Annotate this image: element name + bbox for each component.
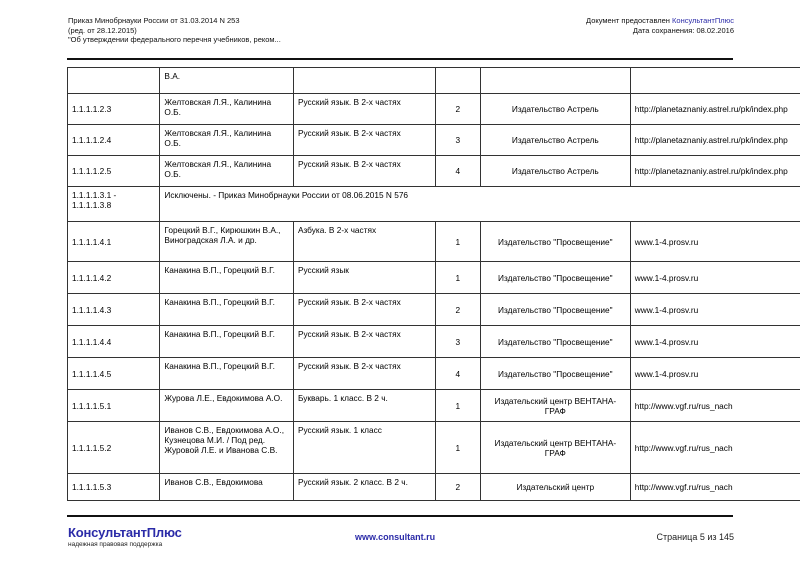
cell-grade: [435, 68, 480, 94]
saved-date: Дата сохранения: 08.02.2016: [632, 25, 734, 35]
cell-url[interactable]: www.1-4.prosv.ru: [630, 222, 800, 262]
cell-code: 1.1.1.1.5.2: [68, 422, 160, 474]
cell-publisher: Издательский центр ВЕНТАНА-ГРАФ: [480, 422, 630, 474]
cell-title: Русский язык. В 2-х частях: [293, 94, 435, 125]
cell-publisher: Издательство "Просвещение": [480, 358, 630, 390]
cell-code: 1.1.1.1.4.5: [68, 358, 160, 390]
cell-url[interactable]: www.1-4.prosv.ru: [630, 262, 800, 294]
provided-by-prefix: Документ предоставлен: [586, 16, 673, 25]
document-title-block: [68, 16, 281, 45]
cell-title: Русский язык. В 2-х частях: [293, 294, 435, 326]
cell-title: Русский язык: [293, 262, 435, 294]
cell-code: 1.1.1.1.2.5: [68, 156, 160, 187]
cell-authors: Желтовская Л.Я., Калинина О.Б.: [160, 156, 294, 187]
cell-authors: В.А.: [160, 68, 294, 94]
cell-authors: Иванов С.В., Евдокимова: [160, 474, 294, 501]
cell-code: 1.1.1.1.5.3: [68, 474, 160, 501]
provided-by-brand-link[interactable]: КонсультантПлюс: [672, 16, 734, 25]
cell-publisher: [480, 68, 630, 94]
cell-authors: Канакина В.П., Горецкий В.Г.: [160, 358, 294, 390]
cell-publisher: Издательство "Просвещение": [480, 326, 630, 358]
cell-url[interactable]: www.1-4.prosv.ru: [630, 294, 800, 326]
table-row: [68, 326, 800, 358]
cell-title: Букварь. 1 класс. В 2 ч.: [293, 390, 435, 422]
cell-grade: 4: [435, 358, 480, 390]
cell-authors: Канакина В.П., Горецкий В.Г.: [160, 294, 294, 326]
cell-publisher: Издательство Астрель: [480, 156, 630, 187]
cell-grade: 2: [435, 294, 480, 326]
table-row: [68, 422, 800, 474]
cell-code: 1.1.1.1.5.1: [68, 390, 160, 422]
cell-authors: Иванов С.В., Евдокимова А.О., Кузнецова М.И. / Под ред. Журовой Л.Е. и Иванова С.В.: [160, 422, 294, 474]
cell-publisher: Издательство "Просвещение": [480, 222, 630, 262]
table-row: [68, 294, 800, 326]
footer-brand-logo[interactable]: КонсультантПлюс: [68, 525, 182, 540]
cell-publisher: Издательство "Просвещение": [480, 262, 630, 294]
table-row: [68, 358, 800, 390]
cell-grade: 1: [435, 422, 480, 474]
table-row: [68, 156, 800, 187]
cell-url[interactable]: http://www.vgf.ru/rus_nach: [630, 422, 800, 474]
footer-brand-block: [68, 525, 182, 548]
cell-grade: 3: [435, 125, 480, 156]
cell-url[interactable]: http://www.vgf.ru/rus_nach: [630, 390, 800, 422]
cell-title: Русский язык. В 2-х частях: [293, 358, 435, 390]
page-number: Страница 5 из 145: [656, 532, 734, 542]
cell-code: 1.1.1.1.4.1: [68, 222, 160, 262]
cell-title: Русский язык. В 2-х частях: [293, 326, 435, 358]
document-title-line-2: (ред. от 28.12.2015): [68, 25, 137, 35]
cell-title: Азбука. В 2-х частях: [293, 222, 435, 262]
table-row: [68, 187, 800, 222]
cell-grade: 3: [435, 326, 480, 358]
provided-by: [586, 16, 734, 26]
table-row: [68, 474, 800, 501]
cell-title: [293, 68, 435, 94]
cell-url[interactable]: http://planetaznaniy.astrel.ru/pk/index.php: [630, 94, 800, 125]
cell-publisher: Издательство "Просвещение": [480, 294, 630, 326]
cell-title: Русский язык. 2 класс. В 2 ч.: [293, 474, 435, 501]
cell-url[interactable]: www.1-4.prosv.ru: [630, 358, 800, 390]
cell-title: Русский язык. 1 класс: [293, 422, 435, 474]
table-row: [68, 125, 800, 156]
header-divider: [67, 58, 733, 60]
table-row: [68, 68, 800, 94]
footer-website-link[interactable]: www.consultant.ru: [355, 532, 436, 542]
cell-code: 1.1.1.1.2.3: [68, 94, 160, 125]
cell-url[interactable]: http://www.vgf.ru/rus_nach: [630, 474, 800, 501]
cell-code: 1.1.1.1.4.4: [68, 326, 160, 358]
cell-code: 1.1.1.1.4.3: [68, 294, 160, 326]
cell-grade: 1: [435, 262, 480, 294]
table-row: [68, 390, 800, 422]
cell-title: Русский язык. В 2-х частях: [293, 156, 435, 187]
cell-url[interactable]: [630, 68, 800, 94]
cell-excluded-note: Исключены. - Приказ Минобрнауки России от 08.06.2015 N 576: [160, 187, 800, 222]
cell-publisher: Издательский центр: [480, 474, 630, 501]
cell-publisher: Издательство Астрель: [480, 125, 630, 156]
cell-grade: 2: [435, 474, 480, 501]
cell-code: 1.1.1.1.4.2: [68, 262, 160, 294]
table-row: [68, 222, 800, 262]
cell-grade: 4: [435, 156, 480, 187]
cell-publisher: Издательский центр ВЕНТАНА-ГРАФ: [480, 390, 630, 422]
cell-url[interactable]: http://planetaznaniy.astrel.ru/pk/index.php: [630, 156, 800, 187]
cell-title: Русский язык. В 2-х частях: [293, 125, 435, 156]
textbook-list-table: [67, 67, 800, 501]
cell-url[interactable]: www.1-4.prosv.ru: [630, 326, 800, 358]
document-title-line-1: Приказ Минобрнауки России от 31.03.2014 N 253: [68, 16, 240, 25]
cell-code: 1.1.1.1.2.4: [68, 125, 160, 156]
cell-grade: 1: [435, 222, 480, 262]
cell-code: [68, 68, 160, 94]
cell-authors: Канакина В.П., Горецкий В.Г.: [160, 326, 294, 358]
table-row: [68, 262, 800, 294]
cell-authors: Желтовская Л.Я., Калинина О.Б.: [160, 125, 294, 156]
cell-code: 1.1.1.1.3.1 - 1.1.1.1.3.8: [68, 187, 160, 222]
cell-grade: 1: [435, 390, 480, 422]
cell-authors: Канакина В.П., Горецкий В.Г.: [160, 262, 294, 294]
footer-divider: [67, 515, 733, 517]
document-title-line-3: "Об утверждении федерального перечня учебников, реком...: [68, 35, 281, 44]
cell-url[interactable]: http://planetaznaniy.astrel.ru/pk/index.php: [630, 125, 800, 156]
table-row: [68, 94, 800, 125]
footer-brand-tagline: надежная правовая поддержка: [68, 541, 163, 548]
cell-grade: 2: [435, 94, 480, 125]
cell-authors: Горецкий В.Г., Кирюшкин В.А., Виноградская Л.А. и др.: [160, 222, 294, 262]
cell-publisher: Издательство Астрель: [480, 94, 630, 125]
cell-authors: Журова Л.Е., Евдокимова А.О.: [160, 390, 294, 422]
document-provenance-block: [586, 16, 734, 35]
cell-authors: Желтовская Л.Я., Калинина О.Б.: [160, 94, 294, 125]
